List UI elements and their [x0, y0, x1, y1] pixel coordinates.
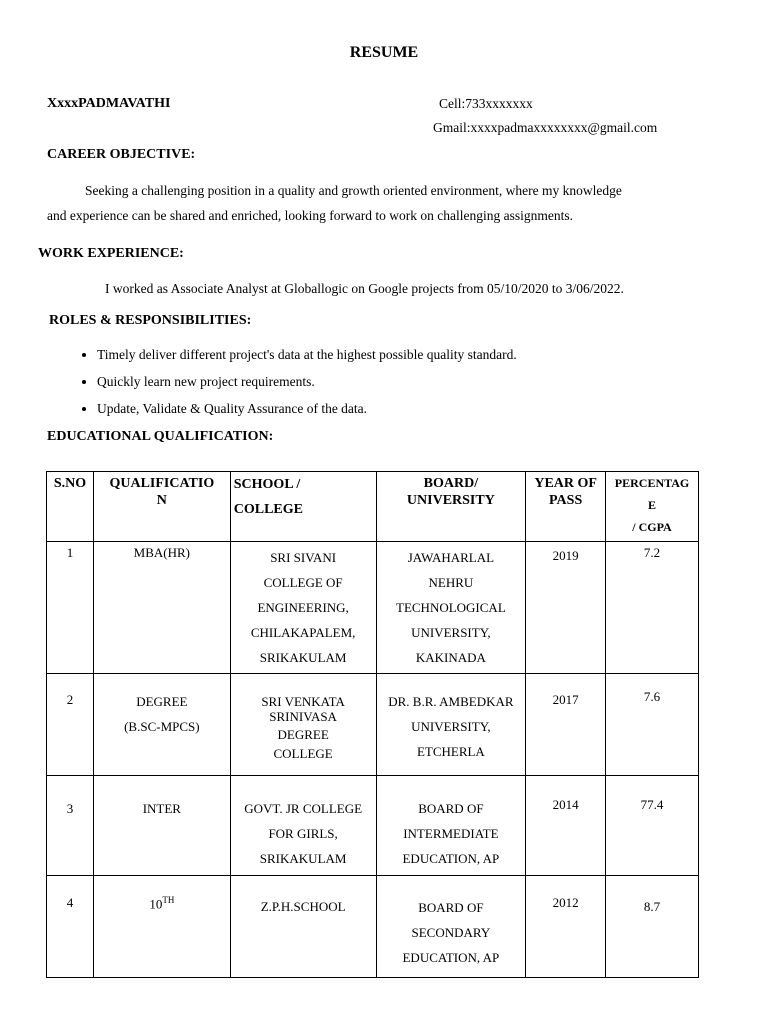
column-header-board: BOARD/ UNIVERSITY [376, 472, 526, 542]
column-header-year: YEAR OF PASS [526, 472, 606, 542]
table-row [47, 674, 699, 776]
cell-school: SRI SIVANI COLLEGE OF ENGINEERING, CHILAKAPALEM, SRIKAKULAM [230, 542, 376, 674]
cell-school: SRI VENKATA SRINIVASA DEGREE COLLEGE [230, 674, 376, 776]
work-experience-text: I worked as Associate Analyst at Globallogic on Google projects from 05/10/2020 to 3/06/2022. [105, 281, 624, 296]
career-line-1: Seeking a challenging position in a quality and growth oriented environment, where my knowledge [85, 183, 622, 198]
cell-percentage: 77.4 [606, 776, 699, 876]
career-objective-heading: CAREER OBJECTIVE: [47, 147, 196, 162]
table-row [47, 876, 699, 978]
cell-year: 2019 [526, 542, 606, 674]
table-row [47, 776, 699, 876]
cell-qualification: 10TH [93, 876, 230, 978]
cell-board: BOARD OF SECONDARY EDUCATION, AP [376, 876, 526, 978]
gmail-address[interactable]: Gmail:xxxxpadmaxxxxxxxx@gmail.com [433, 120, 658, 135]
cell-sno: 1 [47, 542, 94, 674]
cell-board: DR. B.R. AMBEDKAR UNIVERSITY, ETCHERLA [376, 674, 526, 776]
table-row [47, 542, 699, 674]
column-header-qualification: QUALIFICATIO N [93, 472, 230, 542]
education-table [46, 471, 699, 978]
cell-number: Cell:733xxxxxxx [439, 96, 533, 111]
cell-qualification: INTER [93, 776, 230, 876]
list-item: • Update, Validate & Quality Assurance of the data. [97, 398, 517, 425]
cell-board: BOARD OF INTERMEDIATE EDUCATION, AP [376, 776, 526, 876]
candidate-name: XxxxPADMAVATHI [47, 96, 171, 111]
cell-percentage: 7.2 [606, 542, 699, 674]
cell-sno: 3 [47, 776, 94, 876]
list-item: • Quickly learn new project requirements. [97, 371, 517, 398]
career-line-2: and experience can be shared and enriched, looking forward to work on challenging assignments. [47, 208, 573, 223]
cell-year: 2014 [526, 776, 606, 876]
column-header-school: SCHOOL / COLLEGE [230, 472, 376, 542]
column-header-sno: S.NO [47, 472, 94, 542]
column-header-percentage: PERCENTAG E / CGPA [606, 472, 699, 542]
cell-year: 2012 [526, 876, 606, 978]
cell-year: 2017 [526, 674, 606, 776]
work-experience-heading: WORK EXPERIENCE: [38, 246, 184, 261]
cell-school: GOVT. JR COLLEGE FOR GIRLS, SRIKAKULAM [230, 776, 376, 876]
roles-heading: ROLES & RESPONSIBILITIES: [49, 313, 252, 328]
cell-qualification: MBA(HR) [93, 542, 230, 674]
cell-school: Z.P.H.SCHOOL [230, 876, 376, 978]
career-objective-text [47, 178, 707, 228]
cell-percentage: 8.7 [606, 876, 699, 978]
cell-sno: 2 [47, 674, 94, 776]
cell-sno: 4 [47, 876, 94, 978]
table-header-row [47, 472, 699, 542]
education-heading: EDUCATIONAL QUALIFICATION: [47, 429, 274, 444]
roles-list [47, 344, 517, 425]
list-item: • Timely deliver different project's data at the highest possible quality standard. [97, 344, 517, 371]
cell-qualification: DEGREE (B.SC-MPCS) [93, 674, 230, 776]
cell-board: JAWAHARLAL NEHRU TECHNOLOGICAL UNIVERSITY, KAKINADA [376, 542, 526, 674]
resume-title: RESUME [349, 44, 419, 61]
cell-percentage: 7.6 [606, 674, 699, 776]
